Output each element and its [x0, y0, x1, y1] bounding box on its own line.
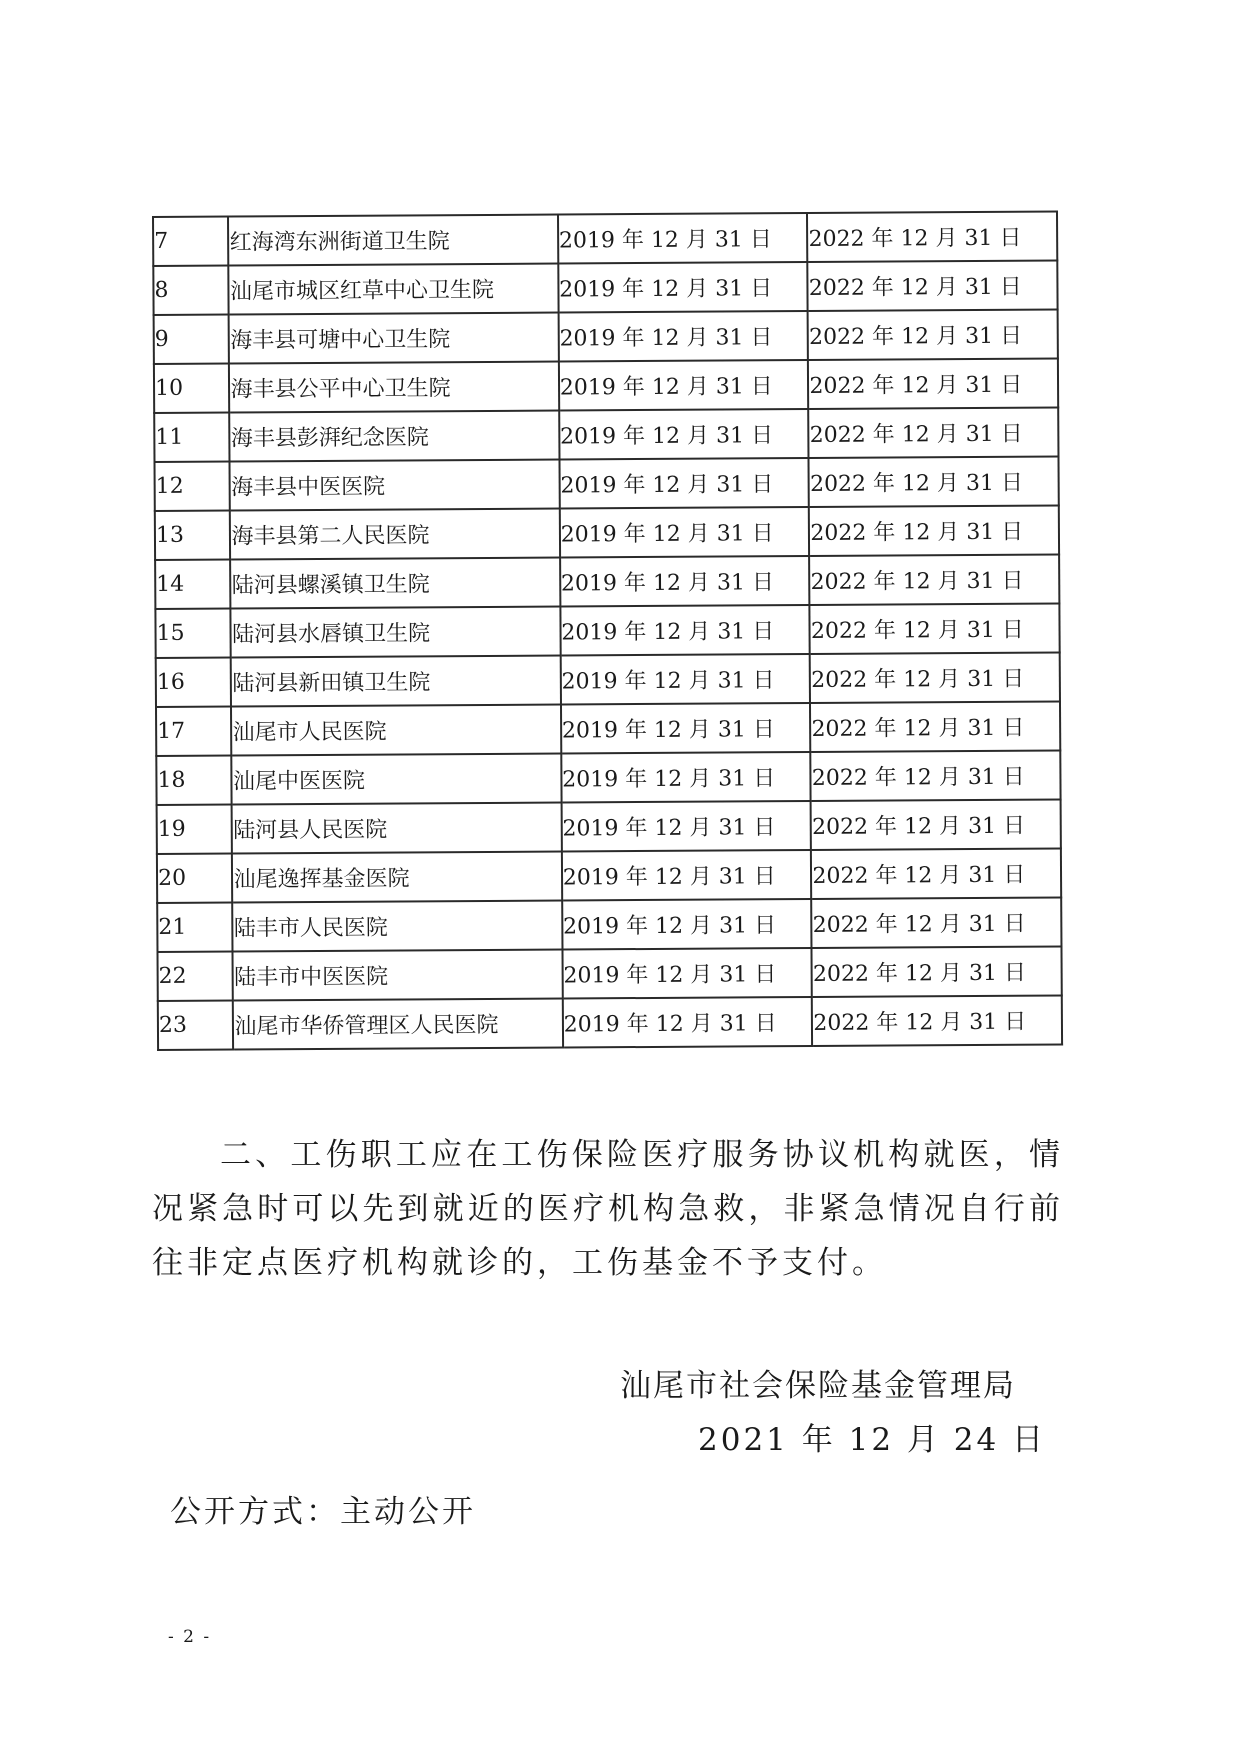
- end-date: 2022 年 12 月 31 日: [809, 407, 1059, 458]
- institution-name: 汕尾市华侨管理区人民医院: [233, 999, 563, 1050]
- start-date: 2019 年 12 月 31 日: [559, 458, 809, 509]
- institution-name: 陆河县新田镇卫生院: [231, 656, 561, 707]
- start-date: 2019 年 12 月 31 日: [558, 213, 808, 264]
- table-row: [154, 309, 1058, 364]
- table-row: [155, 554, 1059, 609]
- row-number: 14: [155, 560, 231, 609]
- start-date: 2019 年 12 月 31 日: [563, 997, 813, 1048]
- end-date: 2022 年 12 月 31 日: [809, 554, 1059, 605]
- row-number: 16: [156, 658, 232, 707]
- institution-name: 陆丰市人民医院: [233, 901, 563, 952]
- start-date: 2019 年 12 月 31 日: [561, 703, 811, 754]
- start-date: 2019 年 12 月 31 日: [562, 948, 812, 999]
- institution-name: 海丰县彭湃纪念医院: [230, 411, 560, 462]
- end-date: 2022 年 12 月 31 日: [809, 505, 1059, 556]
- end-date: 2022 年 12 月 31 日: [808, 358, 1058, 409]
- institution-name: 陆丰市中医医院: [233, 950, 563, 1001]
- row-number: 17: [156, 707, 232, 756]
- table-row: [156, 652, 1060, 707]
- table-row: [154, 407, 1058, 462]
- start-date: 2019 年 12 月 31 日: [559, 360, 809, 411]
- start-date: 2019 年 12 月 31 日: [561, 752, 811, 803]
- end-date: 2022 年 12 月 31 日: [809, 456, 1059, 507]
- end-date: 2022 年 12 月 31 日: [811, 848, 1061, 899]
- institution-table-body: [153, 211, 1062, 1050]
- end-date: 2022 年 12 月 31 日: [808, 309, 1058, 360]
- table-row: [157, 946, 1061, 1001]
- start-date: 2019 年 12 月 31 日: [561, 801, 811, 852]
- institution-name: 陆河县人民医院: [232, 803, 562, 854]
- end-date: 2022 年 12 月 31 日: [808, 260, 1058, 311]
- end-date: 2022 年 12 月 31 日: [810, 652, 1060, 703]
- end-date: 2022 年 12 月 31 日: [807, 211, 1057, 262]
- row-number: 7: [153, 217, 229, 266]
- end-date: 2022 年 12 月 31 日: [810, 701, 1060, 752]
- row-number: 11: [154, 413, 230, 462]
- start-date: 2019 年 12 月 31 日: [559, 409, 809, 460]
- institution-name: 海丰县第二人民医院: [230, 509, 560, 560]
- institution-name: 陆河县螺溪镇卫生院: [231, 558, 561, 609]
- row-number: 22: [157, 952, 233, 1001]
- institution-name: 汕尾逸挥基金医院: [232, 852, 562, 903]
- table-row: [156, 750, 1060, 805]
- row-number: 19: [157, 805, 233, 854]
- institution-table: [152, 210, 1063, 1051]
- row-number: 9: [154, 315, 230, 364]
- start-date: 2019 年 12 月 31 日: [562, 899, 812, 950]
- start-date: 2019 年 12 月 31 日: [562, 850, 812, 901]
- institution-name: 汕尾市人民医院: [231, 705, 561, 756]
- issuing-organization: 汕尾市社会保险基金管理局: [620, 1368, 1016, 1404]
- end-date: 2022 年 12 月 31 日: [811, 750, 1061, 801]
- table-row: [155, 456, 1059, 511]
- end-date: 2022 年 12 月 31 日: [812, 946, 1062, 997]
- row-number: 12: [155, 462, 231, 511]
- table-row: [156, 701, 1060, 756]
- institution-name: 陆河县水唇镇卫生院: [231, 607, 561, 658]
- end-date: 2022 年 12 月 31 日: [810, 603, 1060, 654]
- issue-date: 2021 年 12 月 24 日: [698, 1422, 1047, 1458]
- table-row: [155, 505, 1059, 560]
- clause-two-paragraph: 二、工伤职工应在工伤保险医疗服务协议机构就医，情况紧急时可以先到就近的医疗机构急救，非紧急情况自行前往非定点医疗机构就诊的，工伤基金不予支付。: [152, 1137, 1064, 1281]
- table-row: [157, 897, 1061, 952]
- row-number: 18: [156, 756, 232, 805]
- start-date: 2019 年 12 月 31 日: [558, 262, 808, 313]
- row-number: 13: [155, 511, 231, 560]
- row-number: 20: [157, 854, 233, 903]
- table-row: [155, 603, 1059, 658]
- institution-name: 红海湾东洲街道卫生院: [228, 215, 558, 266]
- start-date: 2019 年 12 月 31 日: [560, 507, 810, 558]
- row-number: 15: [155, 609, 231, 658]
- institution-name: 海丰县可塘中心卫生院: [229, 313, 559, 364]
- row-number: 21: [157, 903, 233, 952]
- start-date: 2019 年 12 月 31 日: [558, 311, 808, 362]
- table-row: [154, 358, 1058, 413]
- table-row: [153, 260, 1057, 315]
- table-row: [158, 995, 1062, 1050]
- page-number: - 2 -: [168, 1627, 212, 1647]
- institution-name: 海丰县中医医院: [230, 460, 560, 511]
- start-date: 2019 年 12 月 31 日: [560, 556, 810, 607]
- institution-name: 汕尾中医医院: [232, 754, 562, 805]
- end-date: 2022 年 12 月 31 日: [812, 897, 1062, 948]
- institution-name: 海丰县公平中心卫生院: [229, 362, 559, 413]
- end-date: 2022 年 12 月 31 日: [812, 995, 1062, 1046]
- start-date: 2019 年 12 月 31 日: [560, 605, 810, 656]
- disclosure-method: 公开方式：主动公开: [170, 1494, 476, 1530]
- start-date: 2019 年 12 月 31 日: [560, 654, 810, 705]
- table-row: [157, 799, 1061, 854]
- table-row: [157, 848, 1061, 903]
- end-date: 2022 年 12 月 31 日: [811, 799, 1061, 850]
- institution-name: 汕尾市城区红草中心卫生院: [229, 264, 559, 315]
- table-row: [153, 211, 1057, 266]
- row-number: 23: [158, 1001, 234, 1050]
- row-number: 8: [153, 266, 229, 315]
- row-number: 10: [154, 364, 230, 413]
